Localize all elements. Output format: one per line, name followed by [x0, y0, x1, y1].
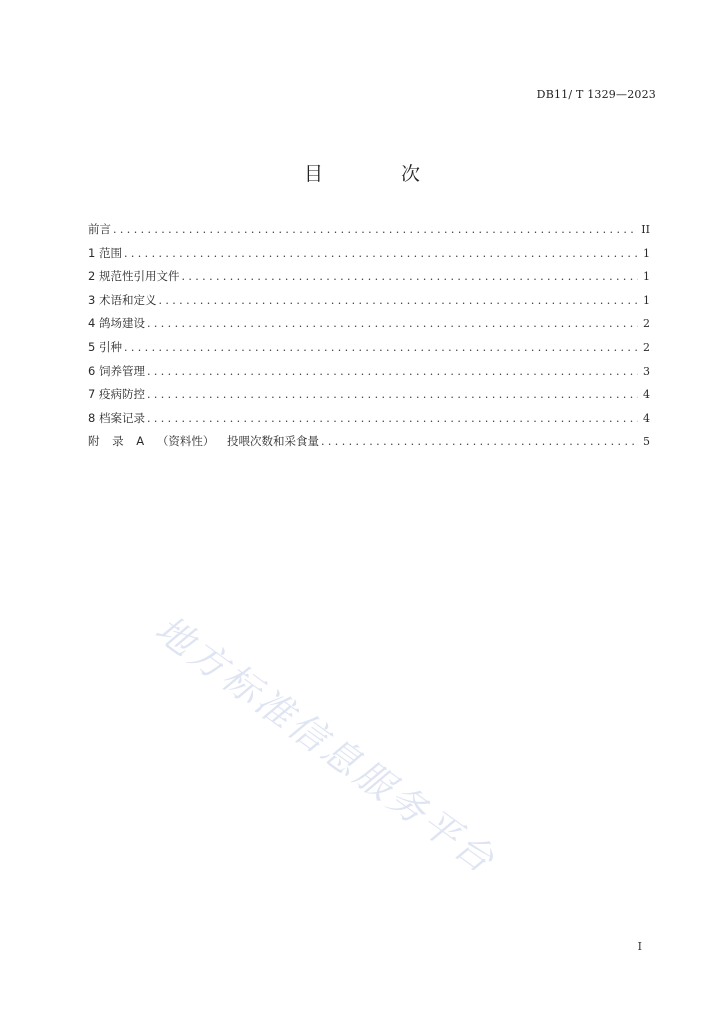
toc-leader-dots — [124, 336, 638, 360]
toc-entry-page: II — [641, 223, 650, 236]
toc-entry-page: 1 — [643, 270, 650, 284]
toc-entry-page: 4 — [643, 411, 650, 425]
toc-entry-label: 2 规范性引用文件 — [88, 269, 180, 284]
toc-entry-label: 3 术语和定义 — [88, 292, 157, 307]
toc-entry-disease-prevention[interactable] — [88, 383, 650, 407]
toc-entry-label: 1 范围 — [88, 245, 122, 260]
toc-entry-label: 6 饲养管理 — [88, 363, 145, 378]
toc-entry-page: 2 — [643, 317, 650, 331]
page-title: 目 次 — [303, 163, 457, 185]
toc-leader-dots — [147, 312, 638, 336]
toc-entry-page: 1 — [643, 246, 650, 260]
toc-entry-terms-definitions[interactable] — [88, 289, 650, 313]
toc-entry-page: 5 — [643, 435, 650, 449]
toc-entry-label: 附 录 A （资料性） 投喂次数和采食量 — [88, 434, 319, 449]
watermark: 地方标准信息服务平台 — [147, 607, 505, 884]
toc-entry-scope[interactable] — [88, 242, 650, 266]
toc-entry-introduction-of-breeds[interactable] — [88, 336, 650, 360]
toc-entry-page: 1 — [643, 293, 650, 307]
toc-entry-label: 4 鸽场建设 — [88, 316, 145, 331]
toc-entry-page: 2 — [643, 340, 650, 354]
toc-leader-dots — [321, 430, 638, 454]
toc-entry-page: 4 — [643, 388, 650, 402]
toc-entry-label: 8 档案记录 — [88, 410, 145, 425]
toc-entry-records[interactable] — [88, 407, 650, 431]
toc-entry-feeding-management[interactable] — [88, 360, 650, 384]
toc-leader-dots — [181, 265, 638, 289]
toc-leader-dots — [124, 242, 638, 266]
toc-leader-dots — [158, 289, 638, 313]
toc-leader-dots — [113, 218, 638, 242]
toc-entry-label: 5 引种 — [88, 339, 122, 354]
toc-leader-dots — [147, 383, 638, 407]
toc-entry-normative-references[interactable] — [88, 265, 650, 289]
toc-entry-label: 前言 — [88, 222, 111, 236]
toc-entry-pigeon-farm-construction[interactable] — [88, 312, 650, 336]
toc-entry-foreword[interactable] — [88, 218, 650, 242]
table-of-contents — [88, 218, 650, 454]
toc-leader-dots — [147, 407, 638, 431]
page-number: I — [637, 940, 642, 953]
toc-entry-appendix-a[interactable] — [88, 430, 650, 454]
toc-leader-dots — [147, 360, 638, 384]
document-code: DB11/ T 1329—2023 — [536, 88, 656, 101]
toc-entry-label: 7 疫病防控 — [88, 387, 145, 402]
toc-entry-page: 3 — [643, 364, 650, 378]
